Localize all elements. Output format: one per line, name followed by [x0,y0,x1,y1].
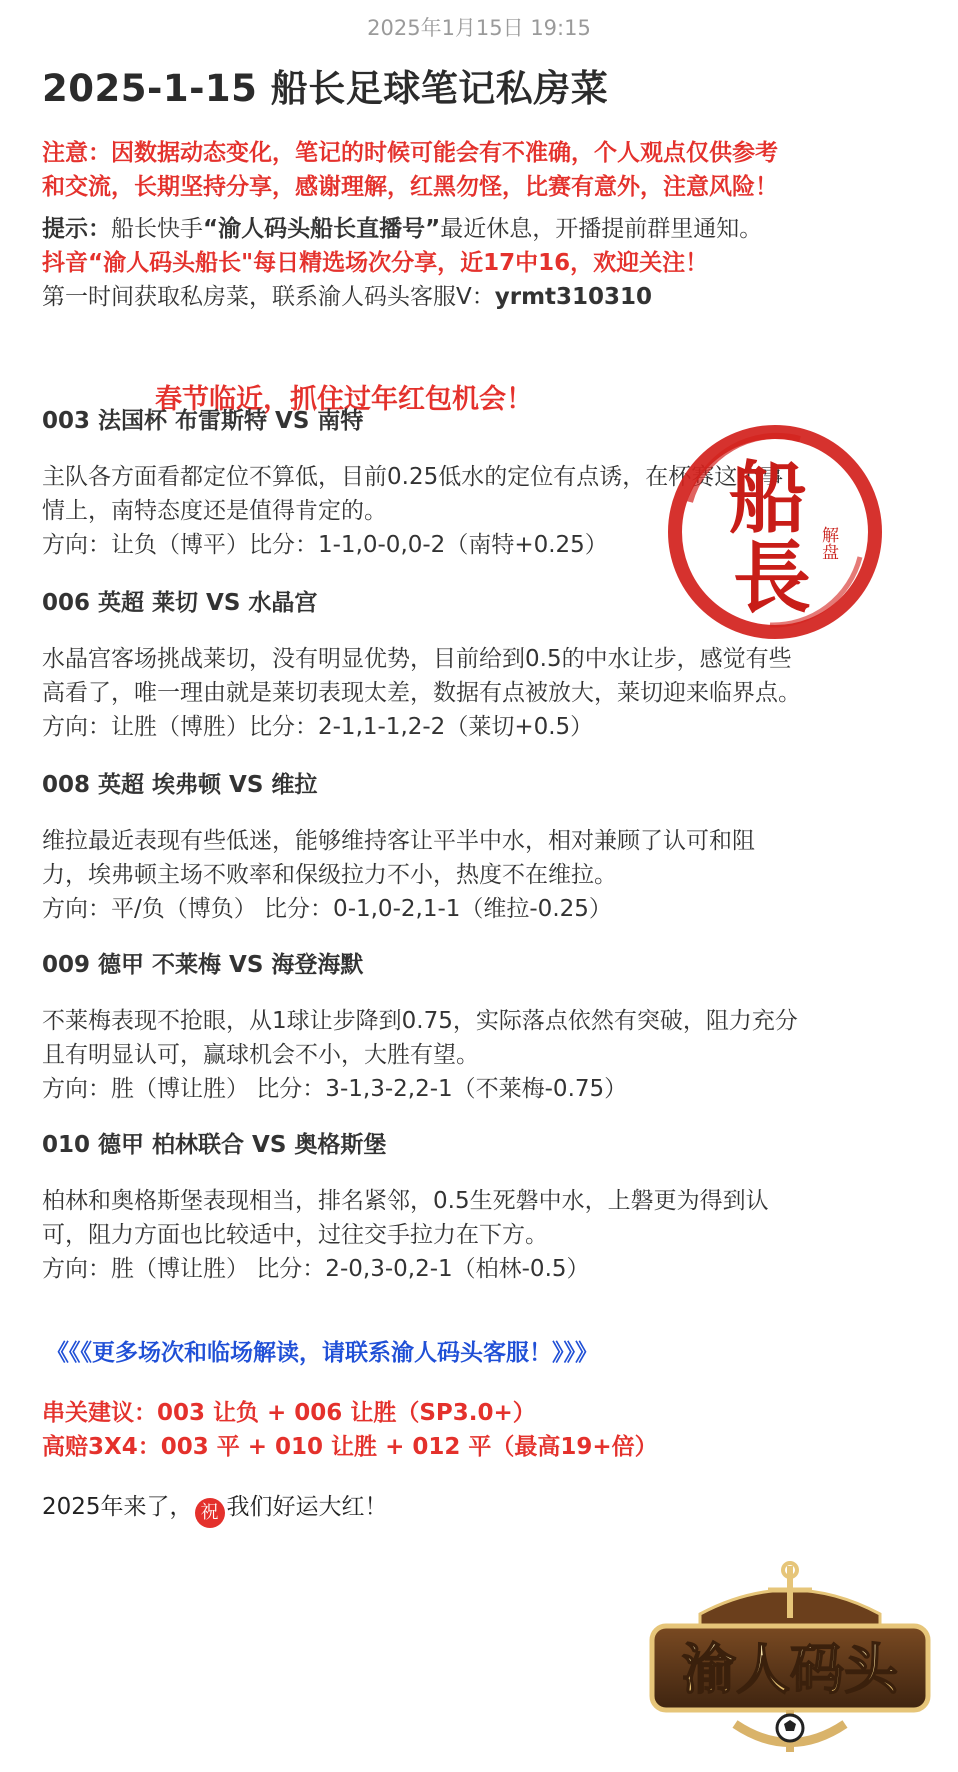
closing-after: 我们好运大红！ [226,1494,388,1520]
captain-seal-icon [650,407,900,657]
analysis-line: 柏林和奥格斯堡表现相当，排名紧邻，0.5生死磐中水，上磐更为得到认 [42,1188,769,1214]
match-header-009: 009 德甲 不莱梅 VS 海登海默 [42,952,364,978]
notice-line-2: 和交流，长期坚持分享，感谢理解，红黑勿怪，比赛有意外，注意风险！ [42,174,778,200]
match-header-003: 003 法国杯 布雷斯特 VS 南特 [42,408,364,434]
promo-heading: 春节临近，抓住过年红包机会！ [155,384,533,415]
analysis-line: 高看了，唯一理由就是莱切表现太差，数据有点被放大，莱切迎来临界点。 [42,680,801,706]
direction-line: 方向：让负（博平）比分：1-1,0-0,0-2（南特+0.25） [42,532,608,558]
notice-block [42,136,922,204]
notice-line-1: 注意：因数据动态变化，笔记的时候可能会有不准确，个人观点仅供参考 [42,140,778,166]
blessing-badge-icon: 祝 [195,1498,225,1528]
analysis-line: 情上，南特态度还是值得肯定的。 [42,498,387,524]
analysis-line: 且有明显认可，赢球机会不小，大胜有望。 [42,1042,479,1068]
tip-rest-note: 最近休息，开播提前群里通知。 [440,216,763,242]
tip-line-contact [42,280,922,314]
match-header-010: 010 德甲 柏林联合 VS 奥格斯堡 [42,1132,387,1158]
analysis-line: 水晶宫客场挑战莱切，没有明显优势，目前给到0.5的中水让步，感觉有些 [42,646,792,672]
analysis-line: 力，埃弗顿主场不败率和保级拉力不小，热度不在维拉。 [42,862,617,888]
analysis-line: 主队各方面看都定位不算低，目前0.25低水的定位有点诱，在杯赛这个事 [42,464,784,490]
parlay-line-2: 高赔3X4：003 平 + 010 让胜 + 012 平（最高19+倍） [42,1434,658,1460]
match-body-010 [42,1184,922,1286]
contact-cta [46,1336,926,1370]
seal-small-text: 解盘 [818,526,838,560]
logo-text: 渝人码头 [682,1637,898,1701]
tips-block [42,212,922,314]
seal-char-2: 長 [732,533,812,624]
closing-before: 2025年来了， [42,1494,193,1520]
match-body-008 [42,824,922,926]
closing-text [42,1490,922,1528]
parlay-line-1: 串关建议：003 让负 + 006 让胜（SP3.0+） [42,1400,536,1426]
tip-line-douyin: 抖音“渝人码头船长"每日精选场次分享，近17中16，欢迎关注！ [42,250,709,276]
direction-line: 方向：让胜（博胜）比分：2-1,1-1,2-2（莱切+0.5） [42,714,594,740]
match-header-008: 008 英超 埃弗顿 VS 维拉 [42,772,318,798]
yuren-matou-logo-icon [640,1556,940,1766]
analysis-line: 维拉最近表现有些低迷，能够维持客让平半中水，相对兼顾了认可和阻 [42,828,755,854]
match-body-009 [42,1004,922,1106]
match-body-006 [42,642,922,744]
analysis-line: 不莱梅表现不抢眼，从1球让步降到0.75，实际落点依然有突破，阻力充分 [42,1008,798,1034]
parlay-block [42,1396,922,1464]
publish-timestamp: 2025年1月15日 19:15 [367,16,591,40]
direction-line: 方向：胜（博让胜） 比分：2-0,3-0,2-1（柏林-0.5） [42,1256,590,1282]
contact-cta-text: 《《《更多场次和临场解读，请联系渝人码头客服！》》》 [46,1340,598,1366]
seal-char-1: 船 [728,453,808,544]
direction-line: 方向：胜（博让胜） 比分：3-1,3-2,2-1（不莱梅-0.75） [42,1076,628,1102]
analysis-line: 可，阻力方面也比较适中，过往交手拉力在下方。 [42,1222,548,1248]
tip-label: 提示： [42,216,111,242]
article-title: 2025-1-15 船长足球笔记私房菜 [42,67,609,110]
direction-line: 方向：平/负（博负） 比分：0-1,0-2,1-1（维拉-0.25） [42,896,612,922]
wechat-id: yrmt310310 [494,284,653,310]
match-header-006: 006 英超 莱切 VS 水晶宫 [42,590,318,616]
tip-contact-text: 第一时间获取私房菜，联系渝人码头客服V： [42,284,495,310]
tip-line-1 [42,212,922,246]
closing-line [42,1490,922,1528]
tip-account-name: “渝人码头船长直播号” [203,216,441,242]
tip-kuaishou: 船长快手 [111,216,203,242]
